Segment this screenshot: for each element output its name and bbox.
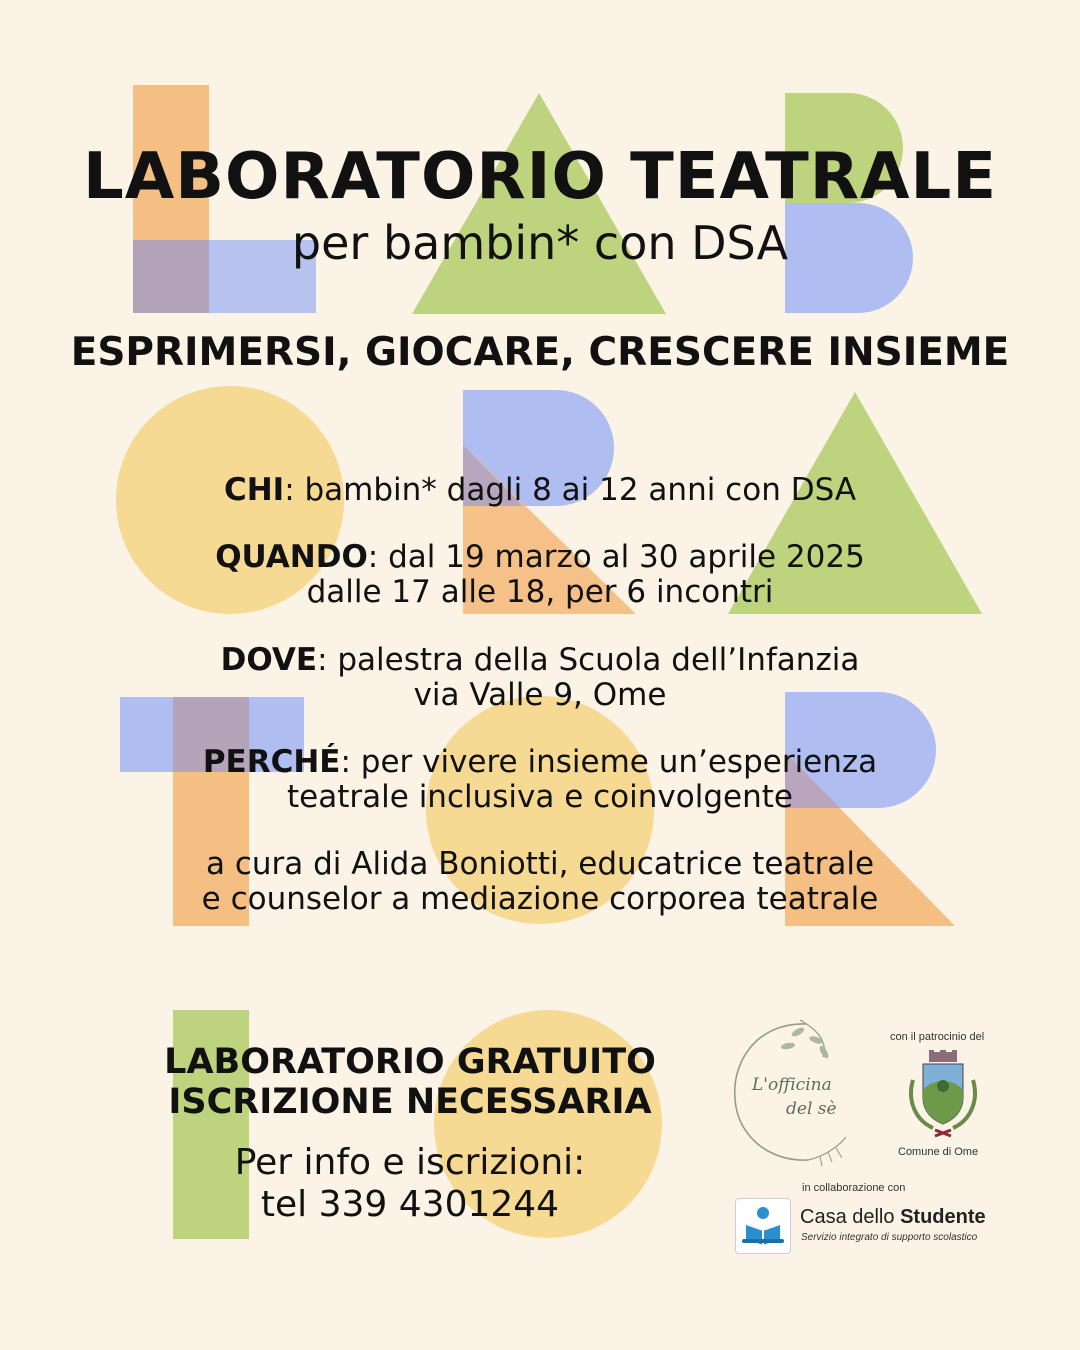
quando-line2: dalle 17 alle 18, per 6 incontri <box>306 574 774 610</box>
info-dove <box>0 643 1080 713</box>
dove-label: DOVE <box>220 642 318 678</box>
info-cura <box>0 847 1080 917</box>
casa-studente-logo <box>735 1198 791 1254</box>
chi-label: CHI <box>223 472 285 508</box>
contact-line1: Per info e iscrizioni: <box>234 1142 586 1183</box>
casa-studente-name <box>800 1206 986 1229</box>
officina-logo <box>728 1012 858 1172</box>
info-chi <box>0 473 1080 508</box>
contact-info <box>130 1142 690 1226</box>
cds-name-regular: Casa dello <box>800 1206 901 1228</box>
info-quando <box>0 540 1080 610</box>
chi-text: : bambin* dagli 8 ai 12 anni con DSA <box>284 472 857 508</box>
officina-text-2: del sè <box>786 1099 837 1119</box>
comune-crest-icon <box>905 1050 981 1142</box>
dove-line2: via Valle 9, Ome <box>413 677 667 713</box>
page-subtitle: per bambin* con DSA <box>291 216 789 270</box>
cds-name-bold: Studente <box>900 1206 986 1228</box>
phone-number: tel 339 4301244 <box>260 1184 560 1225</box>
free-notice <box>130 1042 690 1122</box>
info-perche <box>0 745 1080 815</box>
quando-text: : dal 19 marzo al 30 aprile 2025 <box>367 539 865 575</box>
cura-line2: e counselor a mediazione corporea teatrale <box>201 881 879 917</box>
casa-studente-subtitle: Servizio integrato di supporto scolastico <box>801 1232 978 1243</box>
officina-text-1: L'officina <box>752 1075 832 1095</box>
comune-label: Comune di Ome <box>898 1146 979 1158</box>
patrocinio-label: con il patrocinio del <box>890 1031 985 1043</box>
free-line1: LABORATORIO GRATUITO <box>164 1042 656 1082</box>
perche-label: PERCHÉ <box>202 744 341 780</box>
perche-line2: teatrale inclusiva e coinvolgente <box>287 779 793 815</box>
quando-label: QUANDO <box>215 539 368 575</box>
dove-text: : palestra della Scuola dell’Infanzia <box>317 642 860 678</box>
reading-person-icon <box>736 1199 790 1253</box>
motto-heading: ESPRIMERSI, GIOCARE, CRESCERE INSIEME <box>70 330 1010 375</box>
cura-line1: a cura di Alida Boniotti, educatrice teatrale <box>205 846 875 882</box>
perche-text: : per vivere insieme un’esperienza <box>340 744 878 780</box>
page-title: LABORATORIO TEATRALE <box>82 140 998 214</box>
collaborazione-label: in collaborazione con <box>802 1182 906 1194</box>
free-line2: ISCRIZIONE NECESSARIA <box>168 1082 652 1122</box>
